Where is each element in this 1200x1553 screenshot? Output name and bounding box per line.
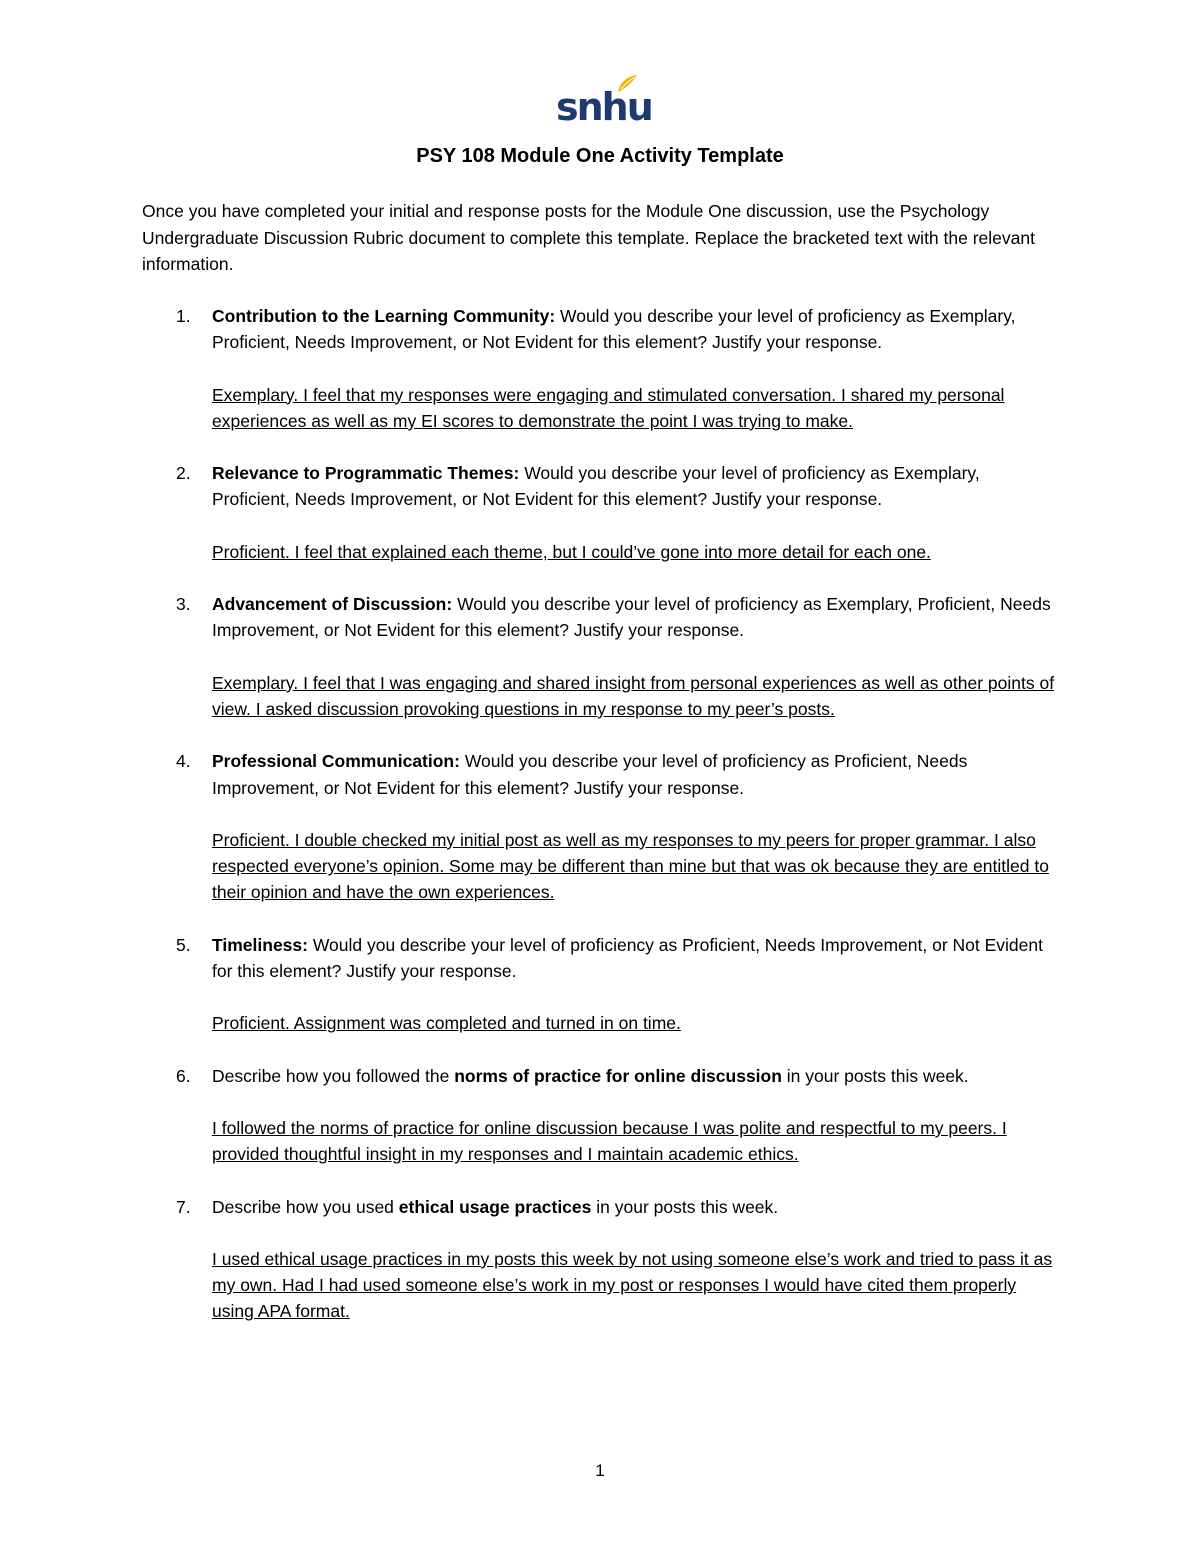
item-number: 1. [176, 306, 191, 326]
question-suffix: in your posts this week. [781, 1065, 969, 1086]
list-item [142, 932, 1062, 1037]
answer-text: I used ethical usage practices in my posts this week by not using someone else’s work and tried to pass it as my own. Had I had used someone else’s work in my post or responses I would have cited them properly using APA format. [212, 1248, 1053, 1322]
question-text [212, 1063, 1062, 1089]
question-text [212, 591, 1062, 644]
logo-wordmark: snhu [556, 85, 652, 129]
item-number: 5. [176, 934, 191, 955]
question-prefix: Describe how you used [212, 1196, 399, 1217]
question-bold-lead: Contribution to the Learning Community: [212, 306, 556, 326]
question-bold-lead: ethical usage practices [398, 1196, 592, 1217]
answer-text: Proficient. I double checked my initial post as well as my responses to my peers for proper grammar. I also respected everyone’s opinion. Some may be different than mine but that was ok because they are entitled to their opinion and have the own experiences. [212, 829, 1049, 903]
question-text [212, 932, 1062, 985]
answer-text: Exemplary. I feel that my responses were engaging and stimulated conversation. I shared my personal experiences as well as my EI scores to demonstrate the point I was trying to make. [212, 384, 1005, 431]
question-suffix: in your posts this week. [591, 1196, 779, 1217]
question-suffix: Would you describe your level of proficiency as Proficient, Needs Improvement, or Not Evident for this element? Justify your response. [212, 751, 968, 798]
item-number: 4. [176, 751, 191, 772]
question-suffix: Would you describe your level of proficiency as Exemplary, Proficient, Needs Improvement, or Not Evident for this element? Justify your response. [212, 306, 1016, 353]
list-item [142, 591, 1062, 722]
question-suffix: Would you describe your level of proficiency as Proficient, Needs Improvement, or Not Evident for this element? Justify your response. [212, 934, 1043, 982]
intro-paragraph: Once you have completed your initial and response posts for the Module One discussion, use the Psychology Undergraduate Discussion Rubric document to complete this template. Replace the bracketed text with the relevant information. [142, 201, 1035, 274]
item-number: 6. [176, 1065, 191, 1086]
question-text [212, 303, 1062, 356]
item-number: 7. [176, 1196, 191, 1217]
list-item [142, 1063, 1062, 1168]
question-prefix: Describe how you followed the [212, 1065, 455, 1086]
question-suffix: Would you describe your level of proficiency as Exemplary, Proficient, Needs Improvement, or Not Evident for this element? Justify your response. [212, 463, 980, 510]
answer-text: Proficient. Assignment was completed and turned in on time. [212, 1013, 681, 1034]
answer-text: Proficient. I feel that explained each theme, but I could’ve gone into more detail for each one. [212, 541, 931, 562]
list-item [142, 748, 1062, 905]
question-text [212, 460, 1062, 513]
question-bold-lead: norms of practice for online discussion [454, 1065, 782, 1086]
list-item [142, 303, 1062, 434]
question-bold-lead: Advancement of Discussion: [212, 594, 453, 615]
question-text [212, 748, 1062, 801]
snhu-logo [556, 74, 652, 134]
list-item [142, 1194, 1062, 1325]
question-list [142, 303, 1062, 1351]
question-bold-lead: Professional Communication: [212, 751, 460, 772]
question-bold-lead: Timeliness: [212, 934, 308, 955]
item-number: 2. [176, 463, 191, 484]
document-title: PSY 108 Module One Activity Template [416, 145, 784, 167]
answer-text: I followed the norms of practice for online discussion because I was polite and respectful to my peers. I provided thoughtful insight in my responses and I maintain academic ethics. [212, 1117, 1007, 1165]
page-number: 1 [595, 1461, 605, 1480]
question-text [212, 1194, 1062, 1220]
answer-text: Exemplary. I feel that I was engaging and shared insight from personal experiences as well as other points of view. I asked discussion provoking questions in my response to my peer’s posts. [212, 672, 1055, 719]
item-number: 3. [176, 594, 191, 615]
list-item [142, 460, 1062, 565]
question-bold-lead: Relevance to Programmatic Themes: [212, 463, 520, 484]
question-suffix: Would you describe your level of proficiency as Exemplary, Proficient, Needs Improvement, or Not Evident for this element? Justify your response. [212, 594, 1051, 641]
